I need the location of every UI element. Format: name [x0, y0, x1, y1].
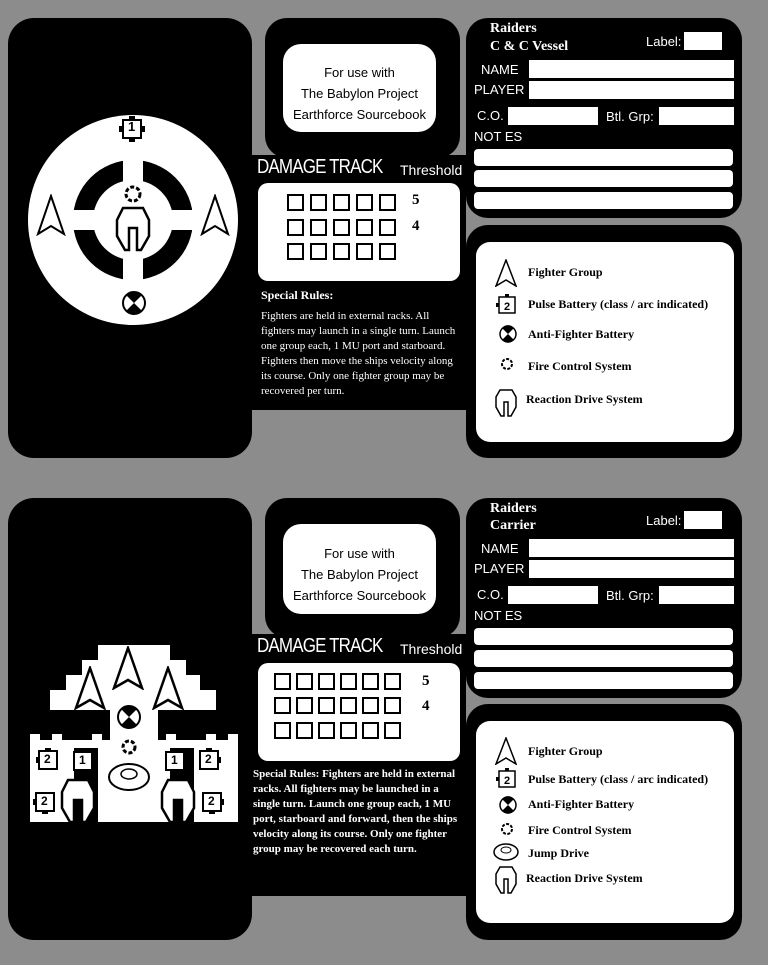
legend-label: Pulse Battery (class / arc indicated) [528, 772, 709, 786]
damage-box[interactable] [310, 194, 327, 211]
label-label: Label: [646, 513, 682, 528]
ship-card-carrier [0, 480, 768, 965]
damage-box[interactable] [384, 673, 401, 690]
damage-box[interactable] [340, 722, 357, 739]
reaction-drive-icon [60, 778, 96, 824]
damage-box[interactable] [296, 673, 313, 690]
damage-box[interactable] [340, 697, 357, 714]
reaction-drive-icon [115, 206, 151, 252]
damage-box[interactable] [384, 722, 401, 739]
legend-label: Anti-Fighter Battery [528, 327, 635, 341]
faction-name: Raiders [490, 501, 537, 516]
legend-label: Pulse Battery (class / arc indicated) [528, 297, 709, 311]
damage-box[interactable] [356, 194, 373, 211]
notes-label: NOT ES [474, 608, 523, 623]
damage-box[interactable] [274, 697, 291, 714]
reaction-drive-icon [160, 778, 196, 824]
player-label: PLAYER [474, 561, 525, 576]
damage-box[interactable] [379, 219, 396, 236]
damage-box[interactable] [274, 722, 291, 739]
for-use-line: The Babylon Project [300, 567, 419, 582]
threshold-value: 4 [422, 698, 430, 714]
notes-line[interactable] [474, 192, 733, 209]
damage-box[interactable] [287, 219, 304, 236]
co-label: C.O. [477, 587, 504, 602]
legend-label: Reaction Drive System [526, 871, 643, 885]
notes-label: NOT ES [474, 129, 523, 144]
name-field[interactable] [529, 539, 734, 557]
ship-class: Carrier [490, 518, 536, 533]
damage-box[interactable] [310, 219, 327, 236]
special-rules-text: Fighters are held in external racks. All fighters may be launched in a single turn. Launch one group each, 1 MU port, starboard and forward, then the ships velocity along its course. Only one fighter group may be recovered each turn. [253, 768, 458, 855]
pulse-battery-class: 2 [205, 752, 212, 766]
jump-drive-icon [493, 843, 519, 861]
pulse-battery-class: 1 [79, 753, 86, 767]
player-field[interactable] [529, 560, 734, 578]
svg-text:2: 2 [503, 775, 511, 787]
fighter-group-icon [200, 194, 230, 236]
ship-class: C & C Vessel [490, 39, 569, 54]
damage-box[interactable] [274, 673, 291, 690]
damage-box[interactable] [287, 243, 304, 260]
damage-box[interactable] [287, 194, 304, 211]
anti-fighter-battery-icon [499, 325, 517, 343]
legend-label: Fighter Group [528, 744, 603, 758]
name-field[interactable] [529, 60, 734, 78]
btl-grp-field[interactable] [659, 586, 734, 604]
label-field[interactable] [684, 32, 722, 50]
damage-box[interactable] [333, 194, 350, 211]
btl-grp-label: Btl. Grp: [606, 588, 654, 603]
pulse-battery-class: 2 [41, 794, 48, 808]
damage-box[interactable] [379, 243, 396, 260]
damage-box[interactable] [296, 697, 313, 714]
pulse-battery-class: 1 [171, 753, 178, 767]
damage-box[interactable] [362, 697, 379, 714]
anti-fighter-battery-icon [499, 796, 517, 814]
btl-grp-label: Btl. Grp: [606, 109, 654, 124]
fire-control-icon [500, 822, 514, 836]
legend-label: Jump Drive [528, 846, 589, 860]
name-label: NAME [481, 541, 519, 556]
notes-line[interactable] [474, 170, 733, 187]
jump-drive-icon [107, 762, 151, 792]
special-rules-title: Special Rules: [261, 288, 334, 302]
faction-name: Raiders [490, 21, 537, 36]
damage-box[interactable] [310, 243, 327, 260]
pulse-battery-icon [496, 768, 518, 790]
player-label: PLAYER [474, 82, 525, 97]
label-field[interactable] [684, 511, 722, 529]
damage-box[interactable] [362, 722, 379, 739]
reaction-drive-icon [495, 389, 517, 417]
special-rules-text: Fighters are held in external racks. All fighters may launch in a single turn. Launch one group each, 1 MU port and starboard. Fighters then move the ships velocity along its course. Only one fighter group may be recovered per turn. [261, 310, 456, 397]
fighter-group-icon [36, 194, 66, 236]
legend-label: Fighter Group [528, 265, 603, 279]
damage-track-title: DAMAGE TRACK [257, 156, 383, 178]
anti-fighter-battery-icon [121, 290, 147, 316]
notes-line[interactable] [474, 650, 733, 667]
threshold-value: 5 [412, 192, 420, 208]
btl-grp-field[interactable] [659, 107, 734, 125]
for-use-line: The Babylon Project [300, 86, 419, 101]
fire-control-icon [500, 357, 514, 371]
fighter-group-icon [495, 259, 517, 287]
threshold-value: 5 [422, 673, 430, 689]
damage-box[interactable] [333, 243, 350, 260]
for-use-line: For use with [324, 546, 395, 561]
damage-box[interactable] [379, 194, 396, 211]
special-rules [253, 767, 463, 857]
co-label: C.O. [477, 108, 504, 123]
damage-track-title: DAMAGE TRACK [257, 635, 383, 657]
legend-label: Fire Control System [528, 359, 632, 373]
threshold-title: Threshold [400, 162, 463, 178]
special-rules-title: Special Rules: [253, 768, 320, 780]
co-field[interactable] [508, 107, 598, 125]
for-use-line: Earthforce Sourcebook [293, 588, 426, 603]
notes-line[interactable] [474, 149, 733, 166]
pulse-battery-class: 2 [208, 794, 215, 808]
legend-label: Reaction Drive System [526, 392, 643, 406]
threshold-value: 4 [412, 218, 420, 234]
pulse-battery-class: 1 [128, 119, 136, 134]
notes-line[interactable] [474, 672, 733, 689]
player-field[interactable] [529, 81, 734, 99]
damage-box[interactable] [356, 219, 373, 236]
name-label: NAME [481, 62, 519, 77]
fighter-group-icon [74, 666, 106, 710]
for-use-box [283, 44, 436, 132]
fighter-group-icon [112, 646, 144, 690]
damage-box[interactable] [318, 722, 335, 739]
damage-box[interactable] [384, 697, 401, 714]
damage-box[interactable] [318, 673, 335, 690]
for-use-line: For use with [324, 65, 395, 80]
legend-label: Anti-Fighter Battery [528, 797, 635, 811]
for-use-line: Earthforce Sourcebook [293, 107, 426, 122]
notes-line[interactable] [474, 628, 733, 645]
damage-box[interactable] [296, 722, 313, 739]
label-label: Label: [646, 34, 682, 49]
ship-card-c-and-c-vessel [0, 0, 768, 478]
damage-box[interactable] [318, 697, 335, 714]
damage-box[interactable] [333, 219, 350, 236]
fire-control-icon [120, 738, 138, 756]
for-use-box [283, 524, 436, 614]
damage-box[interactable] [356, 243, 373, 260]
fighter-group-icon [152, 666, 184, 710]
pulse-battery-class: 2 [44, 752, 51, 766]
threshold-title: Threshold [400, 641, 463, 657]
svg-text:2: 2 [503, 301, 511, 313]
fighter-group-icon [495, 737, 517, 765]
damage-box[interactable] [362, 673, 379, 690]
anti-fighter-battery-icon [116, 704, 142, 730]
co-field[interactable] [508, 586, 598, 604]
reaction-drive-icon [495, 866, 517, 894]
special-rules [261, 288, 459, 399]
fire-control-icon [123, 184, 143, 204]
legend-label: Fire Control System [528, 823, 632, 837]
pulse-battery-icon [496, 294, 518, 316]
damage-box[interactable] [340, 673, 357, 690]
